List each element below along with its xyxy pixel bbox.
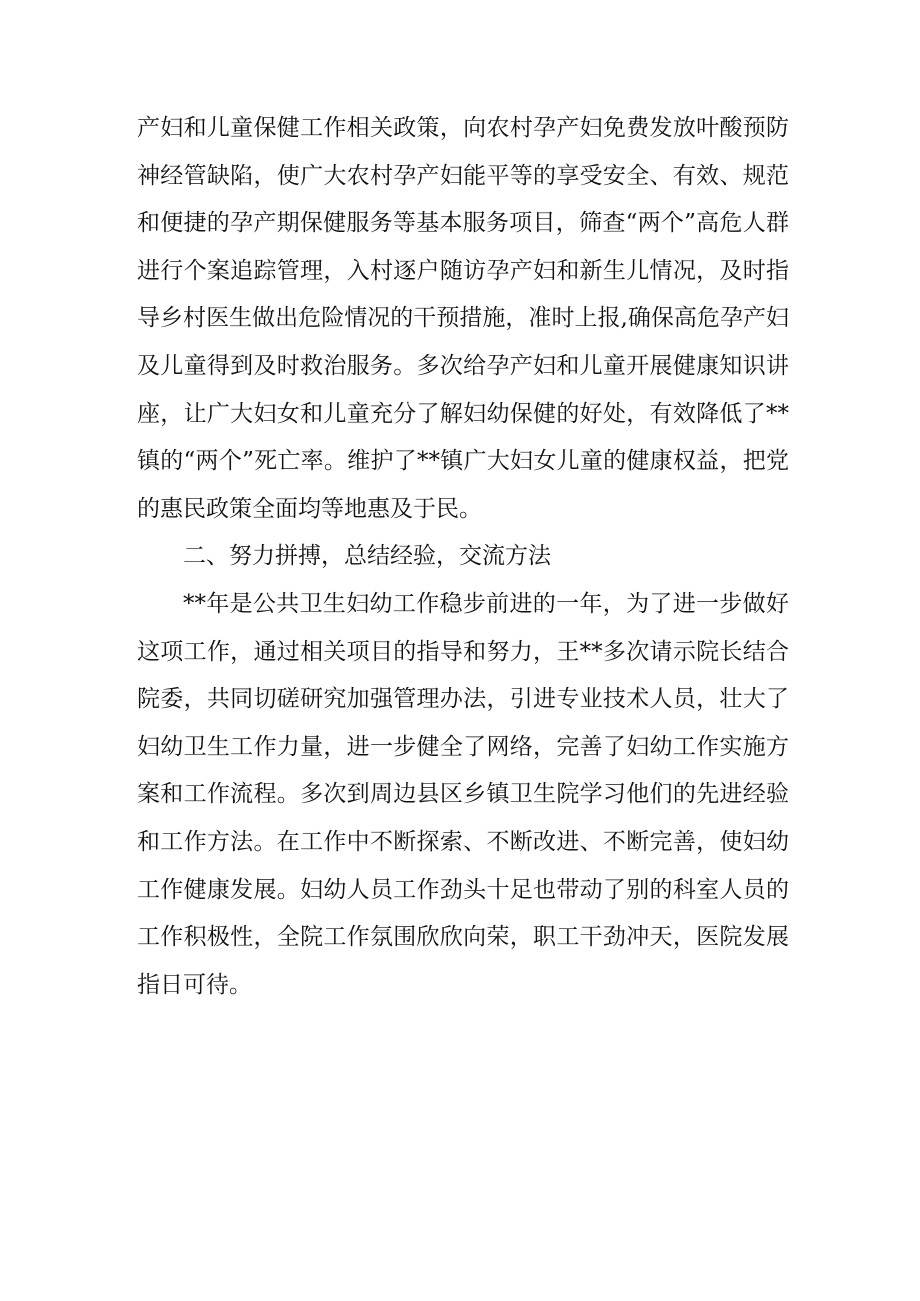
body-paragraph-2: **年是公共卫生妇幼工作稳步前进的一年，为了进一步做好这项工作，通过相关项目的指导和努力，王**多次请示院长结合院委，共同切磋研究加强管理办法，引进专业技术人员，壮大了妇幼卫生工作力量，进一步健全了网络，完善了妇幼工作实施方案和工作流程。多次到周边县区乡镇卫生院学习他们的先进经验和工作方法。在工作中不断探索、不断改进、不断完善，使妇幼工作健康发展。妇幼人员工作劲头十足也带动了别的科室人员的工作积极性，全院工作氛围欣欣向荣，职工干劲冲天，医院发展指日可待。 xyxy=(137,590,789,998)
document-body xyxy=(137,105,789,1009)
section-heading: 二、努力拼搏，总结经验，交流方法 xyxy=(183,543,551,570)
body-paragraph-1: 产妇和儿童保健工作相关政策，向农村孕产妇免费发放叶酸预防神经管缺陷，使广大农村孕产妇能平等的享受安全、有效、规范和便捷的孕产期保健服务等基本服务项目，筛查“两个”高危人群进行个案追踪管理，入村逐户随访孕产妇和新生儿情况，及时指导乡村医生做出危险情况的干预措施，准时上报,确保高危孕产妇及儿童得到及时救治服务。多次给孕产妇和儿童开展健康知识讲座，让广大妇女和儿童充分了解妇幼保健的好处，有效降低了**镇的“两个”死亡率。维护了**镇广大妇女儿童的健康权益，把党的惠民政策全面均等地惠及于民。 xyxy=(137,115,789,522)
